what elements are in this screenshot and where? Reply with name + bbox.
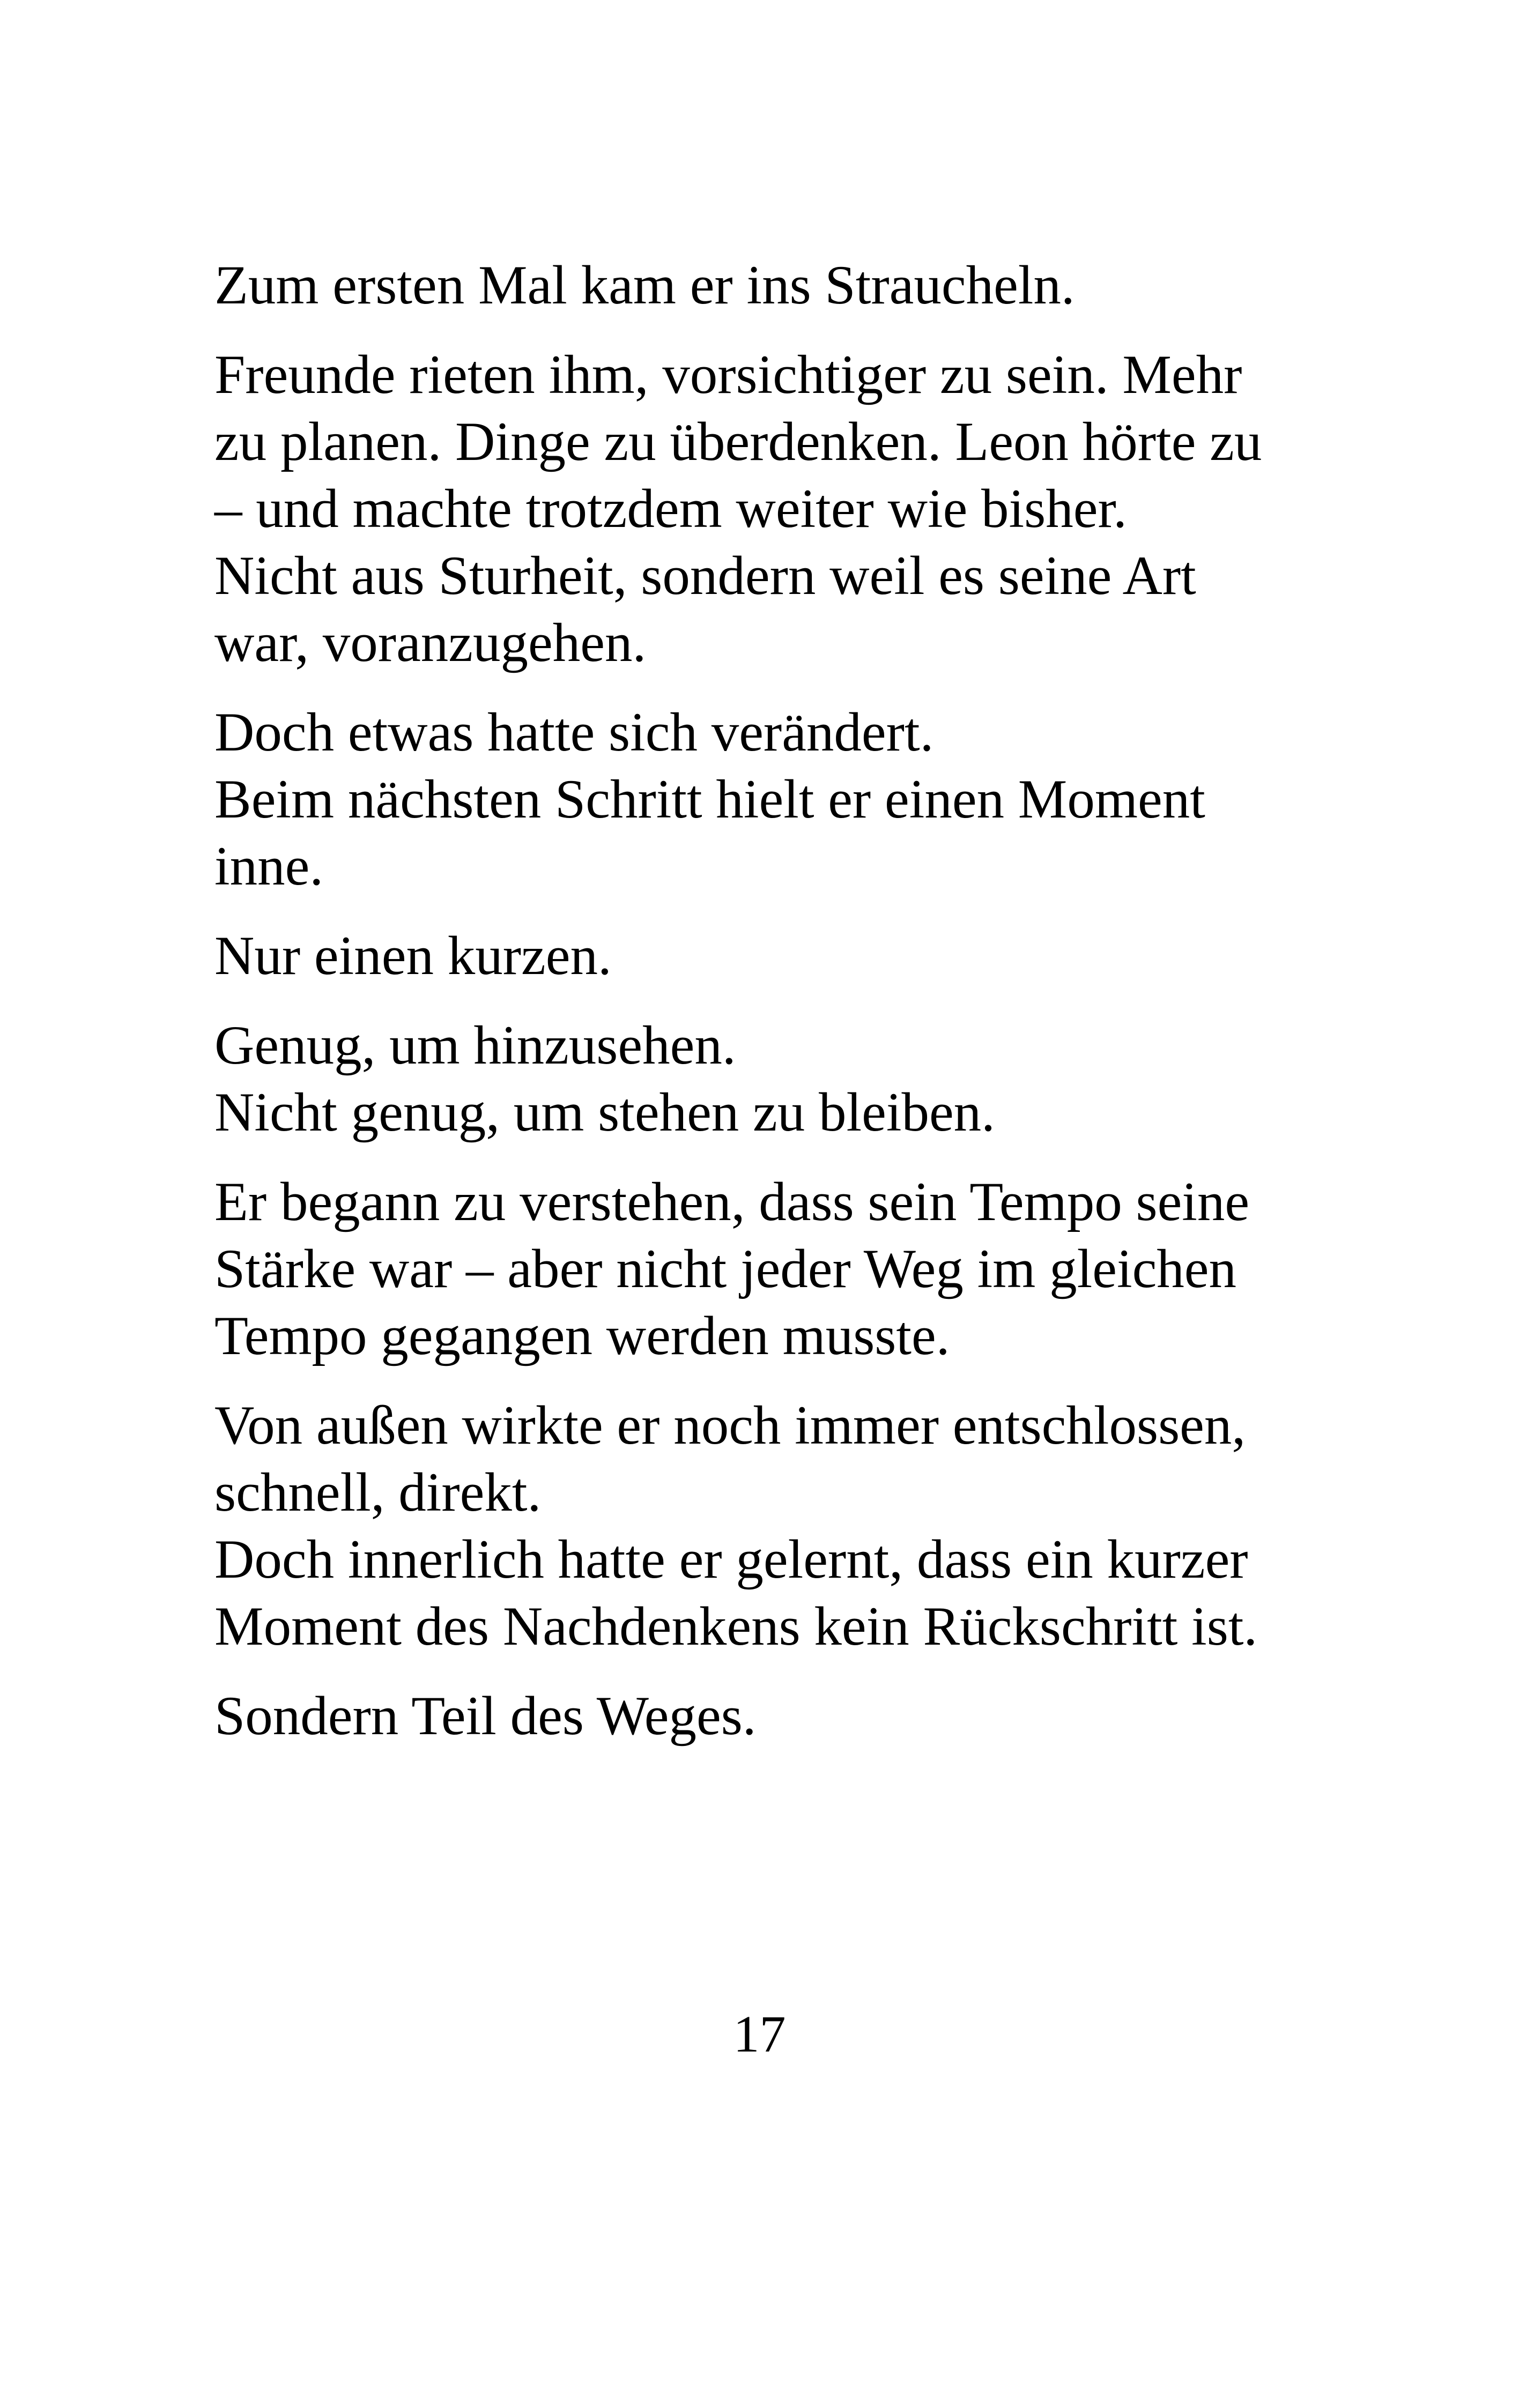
text-line: war, voranzugehen. <box>214 612 647 673</box>
page-number: 17 <box>733 2005 786 2063</box>
text-line: Nicht aus Sturheit, sondern weil es seine Art <box>214 545 1196 606</box>
paragraph-3 <box>214 699 1340 900</box>
text-line: Sondern Teil des Weges. <box>214 1685 757 1746</box>
text-line: Genug, um hinzusehen. <box>214 1015 736 1076</box>
paragraph-1 <box>214 252 1340 319</box>
paragraph-7 <box>214 1392 1340 1660</box>
text-line: Beim nächsten Schritt hielt er einen Moment <box>214 769 1205 830</box>
paragraph-5 <box>214 1012 1340 1146</box>
text-line: Er begann zu verstehen, dass sein Tempo seine <box>214 1171 1250 1232</box>
text-line: Zum ersten Mal kam er ins Straucheln. <box>214 255 1075 316</box>
text-line: Tempo gegangen werden musste. <box>214 1305 950 1366</box>
text-line: zu planen. Dinge zu überdenken. Leon hörte zu <box>214 411 1262 472</box>
paragraph-8 <box>214 1683 1340 1750</box>
text-line: Doch etwas hatte sich verändert. <box>214 702 934 763</box>
text-line: schnell, direkt. <box>214 1462 542 1523</box>
text-line: Doch innerlich hatte er gelernt, dass ein kurzer <box>214 1529 1248 1590</box>
text-line: Moment des Nachdenkens kein Rückschritt ist. <box>214 1596 1258 1657</box>
text-line: Von außen wirkte er noch immer entschlossen, <box>214 1395 1246 1456</box>
text-line: Freunde rieten ihm, vorsichtiger zu sein. Mehr <box>214 344 1242 405</box>
body-text <box>214 252 1340 1772</box>
paragraph-4 <box>214 923 1340 990</box>
text-line: inne. <box>214 836 324 897</box>
text-line: – und machte trotzdem weiter wie bisher. <box>214 478 1127 539</box>
text-line: Nur einen kurzen. <box>214 925 612 986</box>
paragraph-6 <box>214 1169 1340 1370</box>
paragraph-2 <box>214 341 1340 677</box>
text-line: Nicht genug, um stehen zu bleiben. <box>214 1082 995 1143</box>
text-line: Stärke war – aber nicht jeder Weg im gleichen <box>214 1238 1237 1299</box>
